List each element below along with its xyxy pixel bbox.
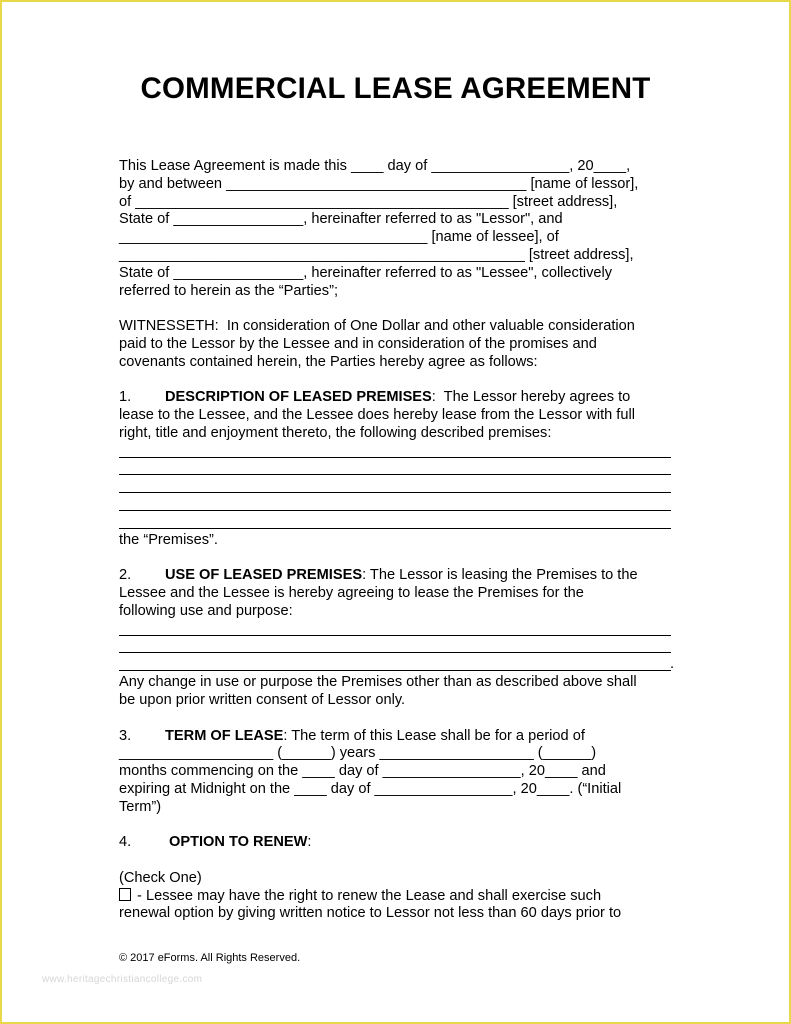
section-2 <box>119 567 679 709</box>
term-line: expiring at Midnight on the ____ day of _________________, 20____. (“Initial <box>119 780 622 797</box>
section-text: : <box>307 834 312 851</box>
premises-description-field[interactable] <box>119 514 679 532</box>
section-text: : The Lessor is leasing the Premises to the <box>362 567 638 584</box>
section-heading: OPTION TO RENEW <box>169 834 308 851</box>
use-purpose-field[interactable] <box>119 621 679 639</box>
intro-line: of ______________________________________________ [street address], <box>119 193 618 210</box>
section-number: 4. <box>119 834 132 851</box>
term-line: months commencing on the ____ day of _________________, 20____ and <box>119 763 606 780</box>
section-text: : The Lessor hereby agrees to <box>431 389 631 406</box>
section-text: following use and purpose: <box>119 602 293 619</box>
section-heading: TERM OF LEASE <box>165 727 284 744</box>
premises-description-field[interactable] <box>119 478 679 496</box>
section-text: the “Premises”. <box>119 531 218 548</box>
section-number: 1. <box>119 389 132 406</box>
premises-description-field[interactable] <box>119 496 679 514</box>
renew-option-checkbox[interactable] <box>119 888 131 901</box>
check-one-label: (Check One) <box>119 869 202 886</box>
copyright-footer: © 2017 eForms. All Rights Reserved. <box>119 952 301 964</box>
watermark: www.heritagechristiancollege.com <box>42 974 203 985</box>
section-text: Any change in use or purpose the Premises other than as described above shall <box>119 674 637 691</box>
section-number: 2. <box>119 567 132 584</box>
document-title: COMMERCIAL LEASE AGREEMENT <box>140 72 651 105</box>
section-heading: DESCRIPTION OF LEASED PREMISES <box>165 389 432 406</box>
document-body <box>119 158 679 923</box>
renew-option-text: - Lessee may have the right to renew the Lease and shall exercise such <box>133 887 602 904</box>
witnesseth-line: covenants contained herein, the Parties hereby agree as follows: <box>119 353 538 370</box>
intro-paragraph <box>119 158 679 300</box>
intro-line: by and between _____________________________________ [name of lessor], <box>119 175 639 192</box>
use-purpose-field[interactable] <box>119 639 679 657</box>
intro-line: ______________________________________ [name of lessee], of <box>119 229 559 246</box>
section-3 <box>119 728 679 817</box>
section-text: Lessee and the Lessee is hereby agreeing to lease the Premises for the <box>119 585 584 602</box>
section-text: lease to the Lessee, and the Lessee does hereby lease from the Lessor with full <box>119 407 635 424</box>
section-heading: USE OF LEASED PREMISES <box>165 567 363 584</box>
section-text: : The term of this Lease shall be for a period of <box>283 727 585 744</box>
section-text: right, title and enjoyment thereto, the following described premises: <box>119 424 552 441</box>
section-1 <box>119 389 679 549</box>
section-number: 3. <box>119 727 132 744</box>
witnesseth-line: WITNESSETH: In consideration of One Dollar and other valuable consideration <box>119 318 635 335</box>
renew-option-text: renewal option by giving written notice to Lessor not less than 60 days prior to <box>119 905 622 922</box>
intro-line: referred to herein as the “Parties”; <box>119 282 339 299</box>
witnesseth-line: paid to the Lessor by the Lessee and in consideration of the promises and <box>119 335 597 352</box>
intro-line: This Lease Agreement is made this ____ day of _________________, 20____, <box>119 158 631 174</box>
intro-line: __________________________________________________ [street address], <box>119 246 634 263</box>
intro-line: State of ________________, hereinafter referred to as "Lessee", collectively <box>119 264 613 281</box>
section-text: be upon prior written consent of Lessor only. <box>119 691 406 708</box>
use-purpose-field[interactable] <box>119 656 679 674</box>
term-line: Term”) <box>119 798 162 815</box>
witnesseth-paragraph <box>119 318 679 371</box>
intro-line: State of ________________, hereinafter referred to as "Lessor", and <box>119 211 563 228</box>
term-line: ___________________ (______) years ___________________ (______) <box>119 745 597 762</box>
premises-description-field[interactable] <box>119 443 679 461</box>
premises-description-field[interactable] <box>119 461 679 479</box>
section-4 <box>119 834 679 923</box>
